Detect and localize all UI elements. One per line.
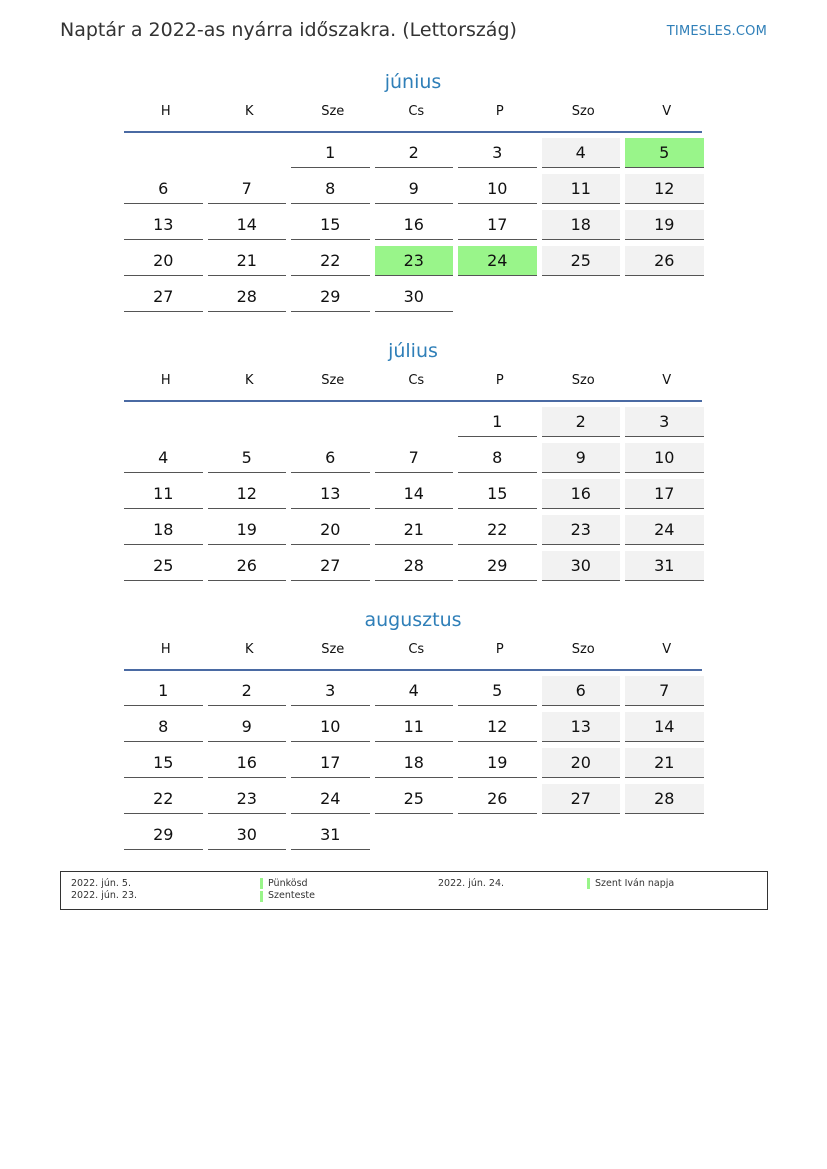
day-number: 30 xyxy=(542,551,621,581)
day-number: 11 xyxy=(375,712,454,742)
day-cell xyxy=(208,443,292,479)
month-name: június xyxy=(384,71,442,93)
day-number: 11 xyxy=(124,479,203,509)
day-cell xyxy=(625,515,709,551)
day-cell xyxy=(208,515,292,551)
day-number: 20 xyxy=(291,515,370,545)
weekday-label: P xyxy=(495,104,504,119)
day-number: 12 xyxy=(458,712,537,742)
empty-day xyxy=(375,407,459,443)
day-number: 15 xyxy=(291,210,370,240)
day-cell xyxy=(208,784,292,820)
day-number: 5 xyxy=(208,443,287,473)
day-number: 31 xyxy=(625,551,704,581)
day-number: 7 xyxy=(625,676,704,706)
day-cell xyxy=(542,246,626,282)
day-cell xyxy=(291,676,375,712)
day-cell xyxy=(124,551,208,587)
day-cell xyxy=(124,515,208,551)
day-number: 29 xyxy=(291,282,370,312)
holiday-marker xyxy=(260,878,263,889)
day-number: 27 xyxy=(124,282,203,312)
day-number: 5 xyxy=(458,676,537,706)
week-row xyxy=(124,282,702,318)
day-cell xyxy=(542,174,626,210)
day-cell xyxy=(542,515,626,551)
day-number: 25 xyxy=(375,784,454,814)
weekday-header xyxy=(124,642,702,658)
day-number: 3 xyxy=(291,676,370,706)
day-number: 21 xyxy=(625,748,704,778)
weekday-label: P xyxy=(495,642,504,657)
day-cell xyxy=(542,784,626,820)
day-cell xyxy=(375,676,459,712)
empty-day xyxy=(375,820,459,856)
day-number: 11 xyxy=(542,174,621,204)
holiday-day xyxy=(458,246,542,282)
day-cell xyxy=(291,515,375,551)
day-cell xyxy=(625,712,709,748)
day-cell xyxy=(625,551,709,587)
legend-holiday-name: Pünkösd xyxy=(268,878,308,889)
day-cell xyxy=(375,515,459,551)
day-number: 2 xyxy=(375,138,454,168)
weekday-label: K xyxy=(244,104,254,119)
day-number: 16 xyxy=(375,210,454,240)
day-number: 9 xyxy=(208,712,287,742)
day-number: 22 xyxy=(291,246,370,276)
day-number: 19 xyxy=(458,748,537,778)
day-number: 21 xyxy=(375,515,454,545)
holiday-legend xyxy=(60,871,768,910)
day-cell xyxy=(208,748,292,784)
day-number: 27 xyxy=(542,784,621,814)
weekday-label: Sze xyxy=(321,104,345,119)
page-title: Naptár a 2022-as nyárra időszakra. (Lettország) xyxy=(60,19,517,41)
day-number: 22 xyxy=(458,515,537,545)
day-number: 9 xyxy=(542,443,621,473)
day-cell xyxy=(542,210,626,246)
day-number: 28 xyxy=(625,784,704,814)
day-cell xyxy=(458,712,542,748)
day-number: 2 xyxy=(542,407,621,437)
day-number: 14 xyxy=(208,210,287,240)
empty-day xyxy=(625,820,709,856)
day-cell xyxy=(625,784,709,820)
day-cell xyxy=(208,551,292,587)
month-name: augusztus xyxy=(364,609,462,631)
day-number: 5 xyxy=(625,138,704,168)
day-cell xyxy=(291,282,375,318)
day-cell xyxy=(375,784,459,820)
day-cell xyxy=(458,515,542,551)
day-cell xyxy=(458,407,542,443)
day-number: 10 xyxy=(625,443,704,473)
day-cell xyxy=(291,174,375,210)
day-number: 28 xyxy=(208,282,287,312)
day-number: 28 xyxy=(375,551,454,581)
day-cell xyxy=(375,174,459,210)
month-block xyxy=(124,70,702,318)
empty-day xyxy=(458,820,542,856)
day-number: 15 xyxy=(124,748,203,778)
day-number: 3 xyxy=(625,407,704,437)
weekday-label: Cs xyxy=(408,104,425,119)
weekday-header xyxy=(124,373,702,389)
day-cell xyxy=(124,443,208,479)
day-cell xyxy=(542,138,626,174)
weekday-label: Cs xyxy=(408,373,425,388)
empty-day xyxy=(542,820,626,856)
week-row xyxy=(124,138,702,174)
day-number xyxy=(124,407,203,436)
day-cell xyxy=(291,784,375,820)
day-number: 24 xyxy=(458,246,537,276)
day-cell xyxy=(375,748,459,784)
day-cell xyxy=(625,443,709,479)
empty-day xyxy=(208,407,292,443)
day-number: 7 xyxy=(375,443,454,473)
day-cell xyxy=(375,551,459,587)
day-number: 9 xyxy=(375,174,454,204)
empty-day xyxy=(291,407,375,443)
day-cell xyxy=(208,174,292,210)
day-cell xyxy=(542,748,626,784)
weekday-label: K xyxy=(244,642,254,657)
day-number: 16 xyxy=(208,748,287,778)
site-logo[interactable]: TIMESLES.COM xyxy=(666,24,767,39)
day-cell xyxy=(375,282,459,318)
day-cell xyxy=(291,820,375,856)
day-number: 30 xyxy=(208,820,287,850)
day-cell xyxy=(291,479,375,515)
holiday-day xyxy=(375,246,459,282)
weekday-header xyxy=(124,104,702,120)
weekday-label: Sze xyxy=(321,373,345,388)
day-number xyxy=(625,820,704,849)
week-row xyxy=(124,551,702,587)
day-cell xyxy=(291,210,375,246)
day-cell xyxy=(291,443,375,479)
week-row xyxy=(124,712,702,748)
day-number: 6 xyxy=(291,443,370,473)
day-cell xyxy=(458,174,542,210)
day-cell xyxy=(458,443,542,479)
weekday-label: K xyxy=(244,373,254,388)
legend-date: 2022. jún. 24. xyxy=(438,878,505,889)
empty-day xyxy=(542,282,626,318)
day-cell xyxy=(542,676,626,712)
empty-day xyxy=(124,138,208,174)
weekday-label: H xyxy=(160,642,171,657)
header-divider xyxy=(124,131,702,133)
day-cell xyxy=(208,246,292,282)
day-number: 18 xyxy=(124,515,203,545)
day-number: 24 xyxy=(625,515,704,545)
day-number: 12 xyxy=(625,174,704,204)
day-cell xyxy=(625,407,709,443)
day-number: 6 xyxy=(542,676,621,706)
day-number: 1 xyxy=(124,676,203,706)
day-cell xyxy=(375,443,459,479)
empty-day xyxy=(625,282,709,318)
day-number xyxy=(208,138,287,167)
day-number xyxy=(542,282,621,311)
weekday-label: Cs xyxy=(408,642,425,657)
day-cell xyxy=(625,174,709,210)
day-number: 3 xyxy=(458,138,537,168)
day-cell xyxy=(124,479,208,515)
week-row xyxy=(124,748,702,784)
day-cell xyxy=(625,748,709,784)
day-cell xyxy=(375,712,459,748)
day-number: 17 xyxy=(625,479,704,509)
day-number: 26 xyxy=(458,784,537,814)
day-cell xyxy=(458,479,542,515)
day-number: 30 xyxy=(375,282,454,312)
day-number: 23 xyxy=(208,784,287,814)
day-number: 24 xyxy=(291,784,370,814)
day-number: 13 xyxy=(291,479,370,509)
day-number: 23 xyxy=(375,246,454,276)
day-cell xyxy=(124,784,208,820)
day-number: 10 xyxy=(291,712,370,742)
day-cell xyxy=(625,676,709,712)
day-number xyxy=(375,820,454,849)
day-number: 18 xyxy=(542,210,621,240)
day-number: 31 xyxy=(291,820,370,850)
week-row xyxy=(124,820,702,856)
day-number: 8 xyxy=(458,443,537,473)
day-number: 29 xyxy=(458,551,537,581)
day-number: 27 xyxy=(291,551,370,581)
empty-day xyxy=(458,282,542,318)
day-number: 1 xyxy=(291,138,370,168)
weekday-label: Szo xyxy=(571,642,595,657)
day-cell xyxy=(124,748,208,784)
day-cell xyxy=(208,820,292,856)
day-number xyxy=(542,820,621,849)
day-cell xyxy=(291,551,375,587)
day-number xyxy=(291,407,370,436)
day-number: 20 xyxy=(124,246,203,276)
day-number xyxy=(458,282,537,311)
empty-day xyxy=(208,138,292,174)
legend-date: 2022. jún. 23. xyxy=(71,890,138,901)
empty-day xyxy=(124,407,208,443)
day-cell xyxy=(124,820,208,856)
weekday-label: V xyxy=(662,642,672,657)
day-number: 10 xyxy=(458,174,537,204)
holiday-day xyxy=(625,138,709,174)
day-number: 21 xyxy=(208,246,287,276)
day-cell xyxy=(458,748,542,784)
day-number xyxy=(625,282,704,311)
week-row xyxy=(124,515,702,551)
day-cell xyxy=(291,712,375,748)
header-divider xyxy=(124,669,702,671)
day-number: 12 xyxy=(208,479,287,509)
day-number: 1 xyxy=(458,407,537,437)
week-row xyxy=(124,407,702,443)
weekday-label: V xyxy=(662,373,672,388)
day-number: 18 xyxy=(375,748,454,778)
day-cell xyxy=(542,407,626,443)
day-number: 4 xyxy=(124,443,203,473)
day-cell xyxy=(124,712,208,748)
day-cell xyxy=(124,174,208,210)
day-cell xyxy=(542,551,626,587)
day-cell xyxy=(375,210,459,246)
weekday-label: P xyxy=(495,373,504,388)
day-cell xyxy=(458,551,542,587)
day-number xyxy=(208,407,287,436)
day-cell xyxy=(375,138,459,174)
day-number: 8 xyxy=(291,174,370,204)
week-row xyxy=(124,443,702,479)
holiday-marker xyxy=(587,878,590,889)
day-cell xyxy=(291,138,375,174)
day-number: 14 xyxy=(625,712,704,742)
day-number: 16 xyxy=(542,479,621,509)
day-cell xyxy=(375,479,459,515)
day-number: 2 xyxy=(208,676,287,706)
weekday-label: Szo xyxy=(571,373,595,388)
day-number: 25 xyxy=(542,246,621,276)
day-cell xyxy=(542,443,626,479)
day-number: 6 xyxy=(124,174,203,204)
legend-holiday-name: Szent Iván napja xyxy=(595,878,675,889)
day-cell xyxy=(124,246,208,282)
day-cell xyxy=(625,210,709,246)
day-number: 22 xyxy=(124,784,203,814)
day-cell xyxy=(458,676,542,712)
month-block xyxy=(124,339,702,587)
day-cell xyxy=(458,784,542,820)
day-cell xyxy=(542,712,626,748)
month-block xyxy=(124,608,702,856)
day-number: 13 xyxy=(542,712,621,742)
day-number: 26 xyxy=(208,551,287,581)
day-number: 19 xyxy=(625,210,704,240)
day-number: 20 xyxy=(542,748,621,778)
day-number: 4 xyxy=(375,676,454,706)
weekday-label: H xyxy=(160,373,171,388)
day-cell xyxy=(208,676,292,712)
day-cell xyxy=(208,712,292,748)
day-cell xyxy=(625,479,709,515)
month-name: július xyxy=(388,340,438,362)
day-number: 23 xyxy=(542,515,621,545)
day-cell xyxy=(124,676,208,712)
weekday-label: Sze xyxy=(321,642,345,657)
week-row xyxy=(124,479,702,515)
day-cell xyxy=(208,479,292,515)
day-cell xyxy=(124,282,208,318)
weekday-label: Szo xyxy=(571,104,595,119)
header-divider xyxy=(124,400,702,402)
week-row xyxy=(124,246,702,282)
day-number: 7 xyxy=(208,174,287,204)
day-cell xyxy=(625,246,709,282)
day-cell xyxy=(291,246,375,282)
day-number: 25 xyxy=(124,551,203,581)
day-number: 29 xyxy=(124,820,203,850)
day-number: 26 xyxy=(625,246,704,276)
day-cell xyxy=(291,748,375,784)
legend-holiday-name: Szenteste xyxy=(268,890,315,901)
day-cell xyxy=(208,210,292,246)
day-cell xyxy=(208,282,292,318)
day-number: 17 xyxy=(458,210,537,240)
holiday-marker xyxy=(260,891,263,902)
day-number: 15 xyxy=(458,479,537,509)
day-cell xyxy=(458,210,542,246)
week-row xyxy=(124,210,702,246)
day-number xyxy=(124,138,203,167)
day-number: 4 xyxy=(542,138,621,168)
day-number xyxy=(375,407,454,436)
legend-date: 2022. jún. 5. xyxy=(71,878,132,889)
day-number: 13 xyxy=(124,210,203,240)
day-number: 8 xyxy=(124,712,203,742)
day-number: 14 xyxy=(375,479,454,509)
day-cell xyxy=(542,479,626,515)
week-row xyxy=(124,676,702,712)
week-row xyxy=(124,784,702,820)
day-cell xyxy=(458,138,542,174)
day-number xyxy=(458,820,537,849)
day-number: 19 xyxy=(208,515,287,545)
weekday-label: H xyxy=(160,104,171,119)
week-row xyxy=(124,174,702,210)
day-cell xyxy=(124,210,208,246)
day-number: 17 xyxy=(291,748,370,778)
weekday-label: V xyxy=(662,104,672,119)
